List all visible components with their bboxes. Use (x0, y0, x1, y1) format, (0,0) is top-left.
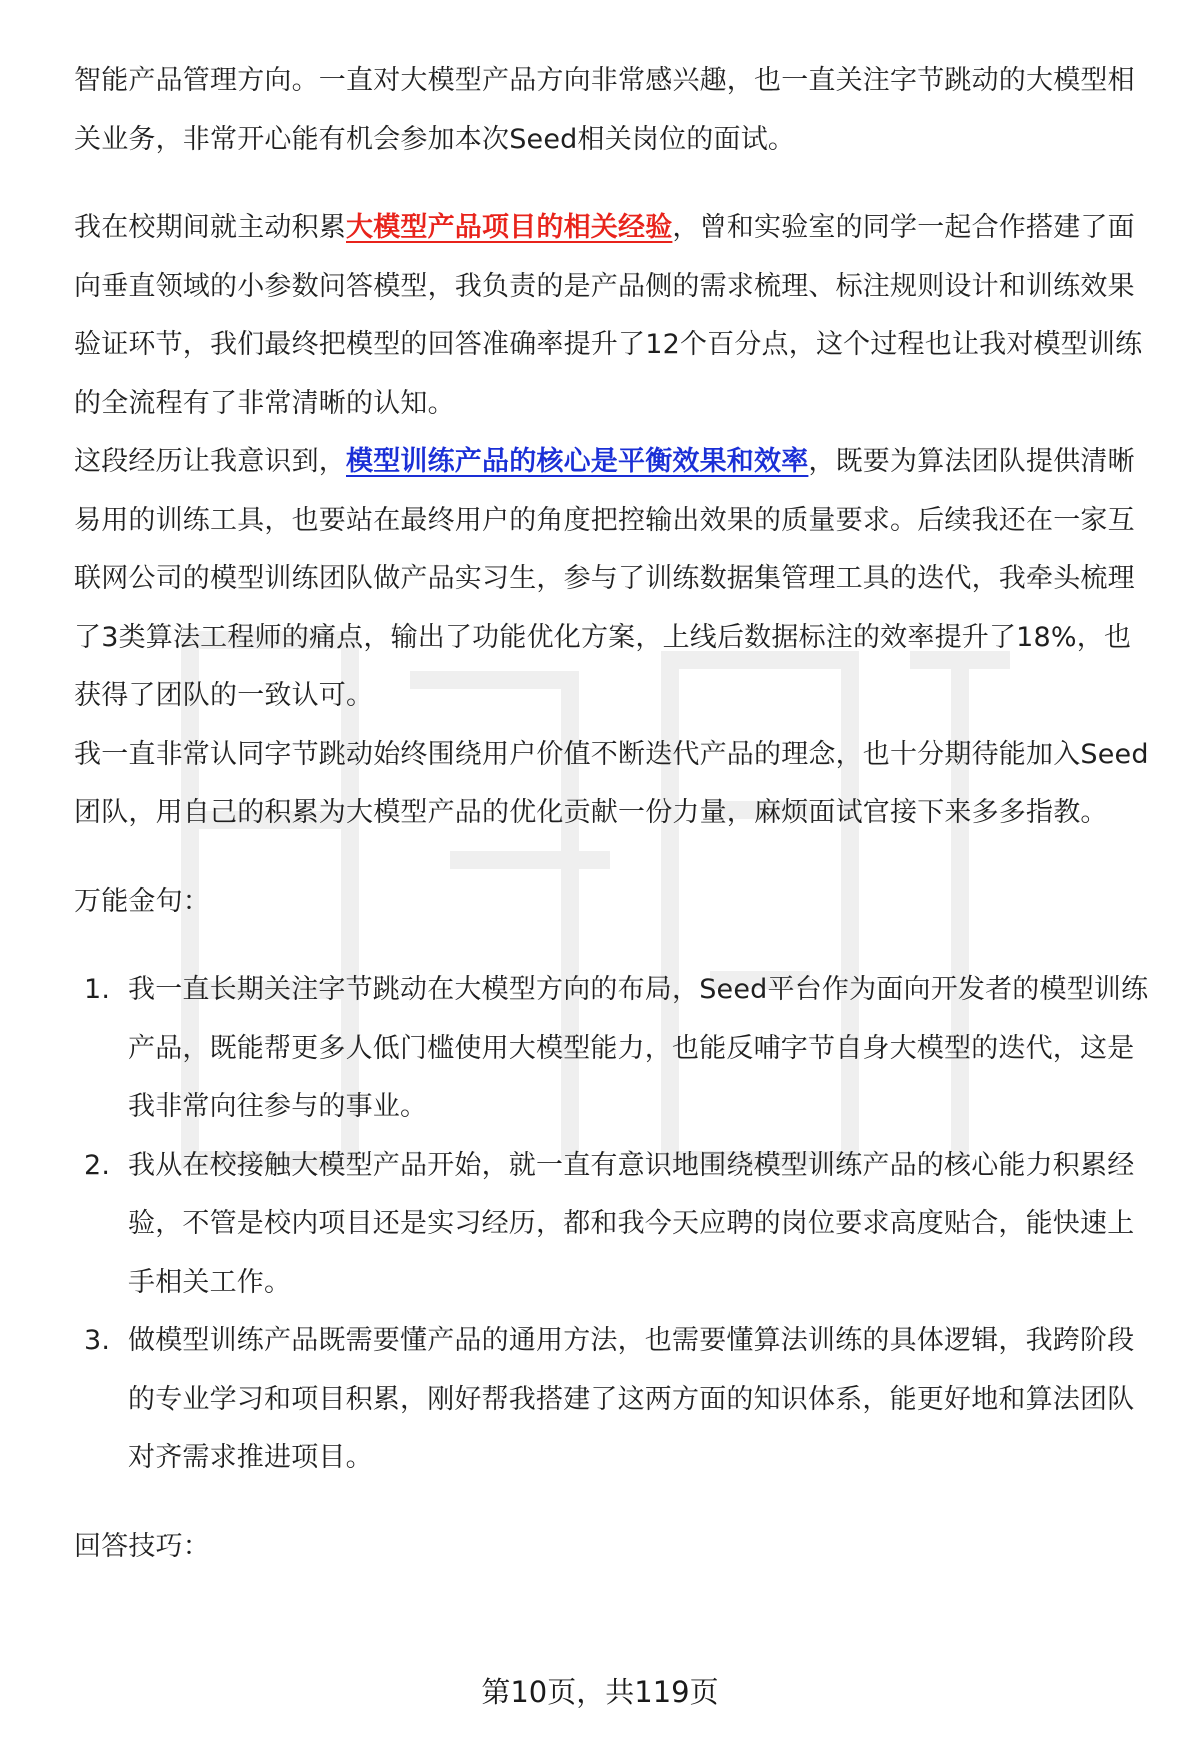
page-number: 第10页，共119页 (481, 1675, 719, 1709)
list-item-number: 3. (84, 1325, 111, 1356)
document-body (74, 52, 1154, 1576)
intro-paragraph: 智能产品管理方向。一直对大模型产品方向非常感兴趣，也一直关注字节跳动的大模型相关业务，非常开心能有机会参加本次Seed相关岗位的面试。 (74, 65, 1135, 155)
answer-tips-label: 回答技巧： (74, 1530, 210, 1562)
insight-text-end: ，既要为算法团队提供清晰易用的训练工具，也要站在最终用户的角度把控输出效果的质量要求。后续我还在一家互联网公司的模型训练团队做产品实习生，参与了训练数据集管理工具的迭代，我牵头梳理了3类算法工程师的痛点，输出了功能优化方案，上线后数据标注的效率提升了18%，也获得了团队的一致认可。 (74, 446, 1135, 711)
list-item (74, 1137, 1154, 1313)
list-item-text: 我从在校接触大模型产品开始，就一直有意识地围绕模型训练产品的核心能力积累经验，不管是校内项目还是实习经历，都和我今天应聘的岗位要求高度贴合，能快速上手相关工作。 (128, 1149, 1135, 1298)
experience-text-end: ，曾和实验室的同学一起合作搭建了面向垂直领域的小参数问答模型，我负责的是产品侧的需求梳理、标注规则设计和训练效果验证环节，我们最终把模型的回答准确率提升了12个百分点，这个过程也让我对模型训练的全流程有了非常清晰的认知。 (74, 212, 1143, 419)
list-item-text: 做模型训练产品既需要懂产品的通用方法，也需要懂算法训练的具体逻辑，我跨阶段的专业学习和项目积累，刚好帮我搭建了这两方面的知识体系，能更好地和算法团队对齐需求推进项目。 (128, 1325, 1135, 1473)
list-item-number: 1. (84, 974, 111, 1005)
insight-text-start: 这段经历让我意识到， (74, 446, 346, 477)
insight-highlight: 模型训练产品的核心是平衡效果和效率 (346, 446, 809, 477)
list-item (74, 1312, 1154, 1488)
insight-paragraph (74, 433, 1154, 726)
experience-paragraph (74, 199, 1154, 433)
golden-sentences-list (74, 961, 1154, 1488)
experience-text-start: 我在校期间就主动积累 (74, 212, 346, 243)
closing-paragraph: 我一直非常认同字节跳动始终围绕用户价值不断迭代产品的理念，也十分期待能加入Seed团队，用自己的积累为大模型产品的优化贡献一份力量，麻烦面试官接下来多多指教。 (74, 738, 1149, 828)
list-item-number: 2. (84, 1149, 111, 1181)
list-item (74, 961, 1154, 1137)
golden-sentences-label: 万能金句： (74, 885, 210, 917)
list-item-text: 我一直长期关注字节跳动在大模型方向的布局，Seed平台作为面向开发者的模型训练产品，既能帮更多人低门槛使用大模型能力，也能反哺字节自身大模型的迭代，这是我非常向往参与的事业。 (128, 974, 1149, 1122)
experience-highlight: 大模型产品项目的相关经验 (346, 212, 673, 243)
